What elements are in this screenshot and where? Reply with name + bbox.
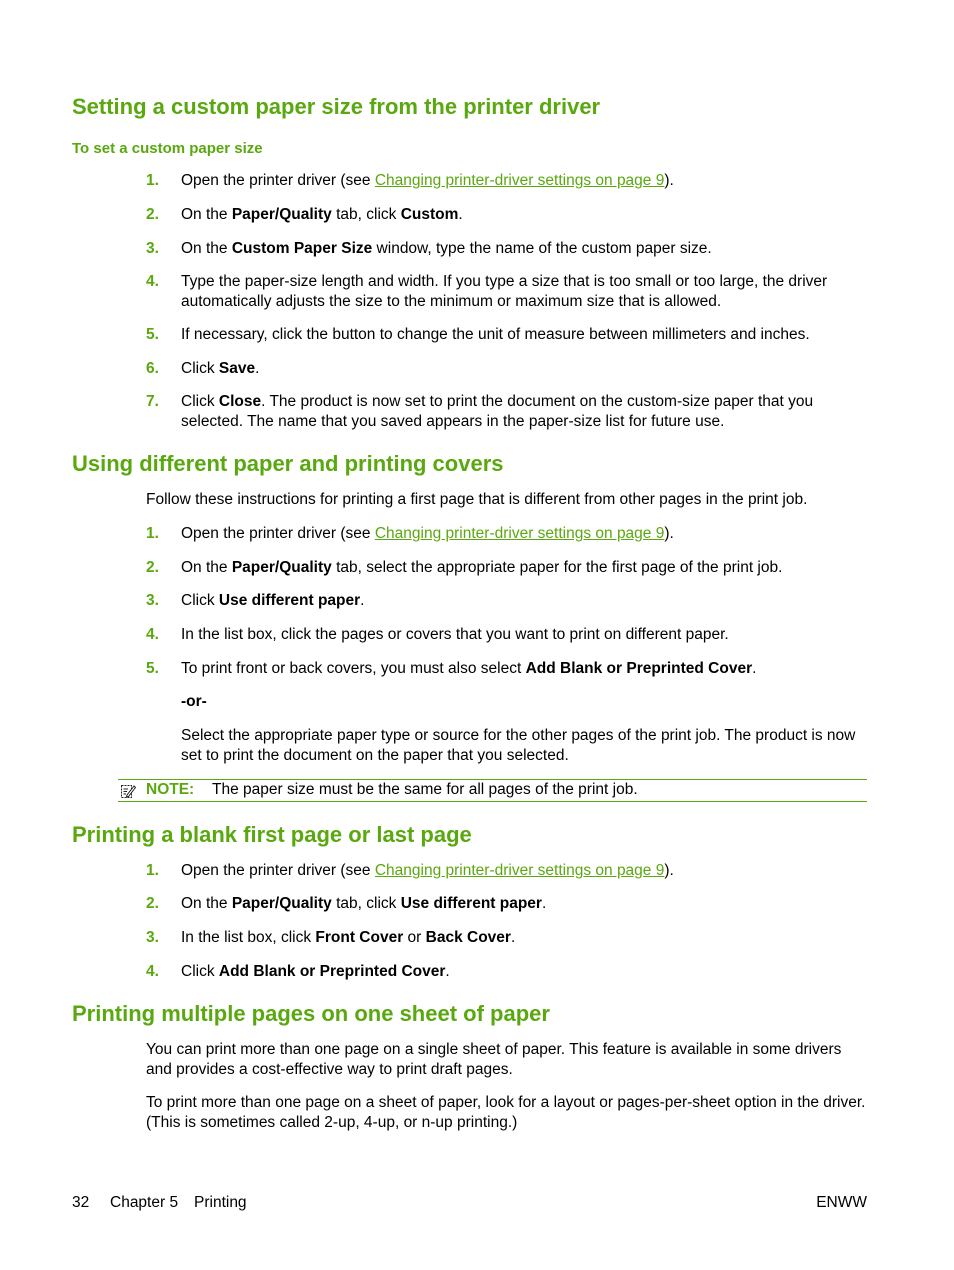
footer-chapter: Chapter 5 bbox=[110, 1194, 179, 1211]
subheading-set-custom-paper-size: To set a custom paper size bbox=[72, 140, 263, 157]
step-number: 3. bbox=[146, 592, 159, 609]
section-heading-blank-page: Printing a blank first page or last page bbox=[72, 822, 472, 847]
step-number: 3. bbox=[146, 929, 159, 946]
step-number: 4. bbox=[146, 273, 159, 290]
step-number: 3. bbox=[146, 240, 159, 257]
alternative-paragraph: Select the appropriate paper type or source for the other pages of the print job. The product is now set to print the document on the paper that you selected. bbox=[181, 727, 856, 764]
note-label: NOTE: bbox=[146, 781, 195, 798]
intro-paragraph: Follow these instructions for printing a first page that is different from other pages in the print job. bbox=[146, 491, 808, 508]
step-number: 2. bbox=[146, 895, 159, 912]
footer-section: Printing bbox=[194, 1194, 247, 1211]
section-heading-different-paper-covers: Using different paper and printing covers bbox=[72, 451, 504, 476]
or-separator: -or- bbox=[181, 693, 207, 710]
step-number: 5. bbox=[146, 326, 159, 343]
step-number: 1. bbox=[146, 172, 159, 189]
step-number: 4. bbox=[146, 626, 159, 643]
section-heading-multiple-pages: Printing multiple pages on one sheet of paper bbox=[72, 1001, 550, 1026]
footer-enww: ENWW bbox=[816, 1194, 867, 1211]
step-number: 6. bbox=[146, 360, 159, 377]
link-changing-driver-settings[interactable]: Changing printer-driver settings on page 9 bbox=[374, 862, 665, 879]
note-box bbox=[118, 779, 867, 802]
step-number: 2. bbox=[146, 559, 159, 576]
step-number: 4. bbox=[146, 963, 159, 980]
step-number: 7. bbox=[146, 393, 159, 410]
link-changing-driver-settings[interactable]: Changing printer-driver settings on page 9 bbox=[374, 525, 665, 542]
paragraph: To print more than one page on a sheet of paper, look for a layout or pages-per-sheet option in the driver. (This is sometimes called 2-up, 4-up, or n-up printing.) bbox=[146, 1094, 866, 1131]
step-number: 1. bbox=[146, 525, 159, 542]
step-number: 1. bbox=[146, 862, 159, 879]
link-changing-driver-settings[interactable]: Changing printer-driver settings on page 9 bbox=[374, 172, 665, 189]
paragraph: You can print more than one page on a single sheet of paper. This feature is available in some drivers and provides a cost-effective way to print draft pages. bbox=[146, 1041, 842, 1078]
page-number: 32 bbox=[72, 1194, 90, 1211]
note-pencil-icon bbox=[120, 783, 136, 799]
step-number: 2. bbox=[146, 206, 159, 223]
section-heading-custom-paper-size: Setting a custom paper size from the printer driver bbox=[72, 94, 601, 119]
note-text: The paper size must be the same for all pages of the print job. bbox=[212, 781, 638, 798]
step-number: 5. bbox=[146, 660, 159, 677]
